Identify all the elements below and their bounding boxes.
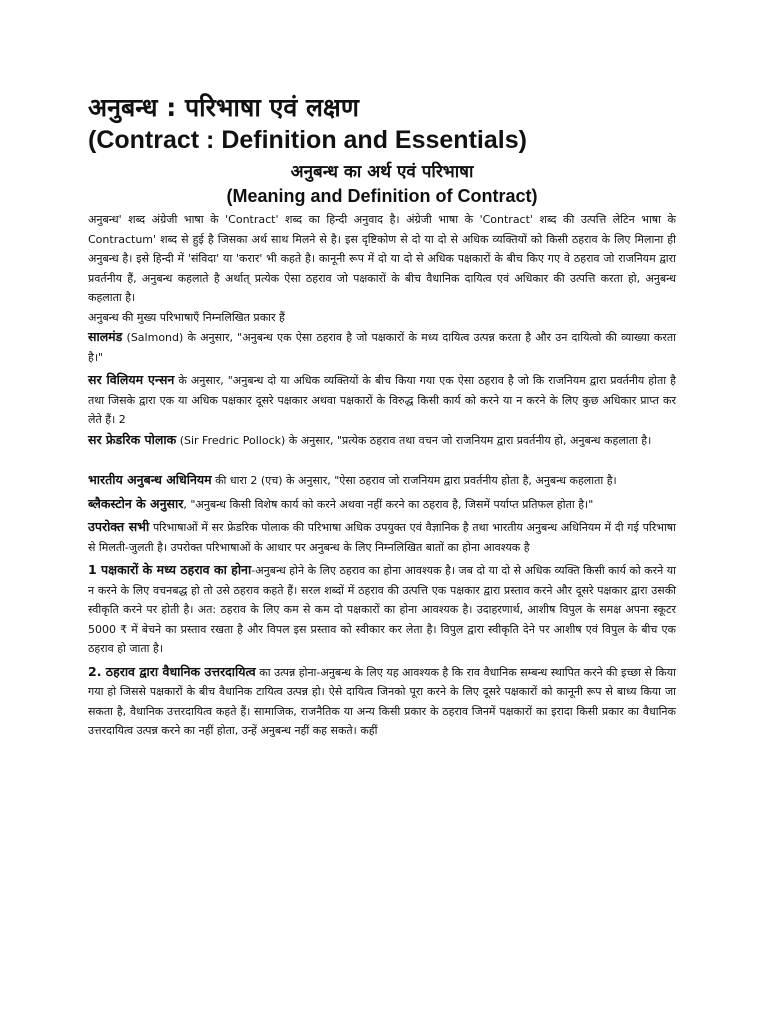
above-text: परिभाषाओं में सर फ्रेडरिक पोलाक की परिभाषा अधिक उपयुक्त एवं वैज्ञानिक है तथा भारतीय अनुबन्ध अधिनियम में दी गई परिभाषा से मिलती-जुलती है। उपरोक्त परिभाषाओं के आधार पर अनुबन्ध के लिए निम्नलिखित बातों का होना आवश्यक है (88, 521, 676, 554)
act-text: की धारा 2 (एच) के अनुसार, "ऐसा ठहराव जो राजनियम द्वारा प्रवर्तनीय होता है, अनुबन्ध कहलाता है। (211, 474, 617, 487)
above-definitions-paragraph (88, 517, 676, 557)
subtitle-english: (Meaning and Definition of Contract) (226, 186, 538, 206)
pollock-text: (Sir Fredric Pollock) के अनुसार, "प्रत्येक ठहराव तथा वचन जो राजनियम द्वारा प्रवर्तनीय हो, अनुबन्ध कहलाता है। (176, 433, 652, 447)
essential-1-lead: 1 पक्षकारों के मध्य ठहराव का होना (88, 562, 252, 577)
blackstone-text: , "अनुबन्ध किसी विशेष कार्य को करने अथवा नहीं करने का ठहराव है, जिसमें पर्याप्त प्रतिफल होता है।" (183, 497, 594, 511)
blackstone-definition (88, 494, 676, 515)
essential-2-lead: 2. ठहराव द्वारा वैधानिक उत्तरदायित्व (88, 663, 256, 679)
salmond-text: (Salmond) के अनुसार, "अनुबन्ध एक ऐसा ठहराव है जो पक्षकारों के मध्य दायित्व उत्पन्न करता है और उन दायित्वो की व्याख्या करता है।" (88, 331, 676, 364)
anson-definition (88, 370, 676, 430)
definitions-intro: अनुबन्ध की मुख्य परिभाषाएँ निम्नलिखित प्रकार हैं (88, 310, 285, 324)
pollock-lead: सर फ्रेडरिक पोलाक (88, 431, 177, 447)
title-hindi: अनुबन्ध : परिभाषा एवं लक्षण (88, 93, 359, 122)
subtitle-hindi: अनुबन्ध का अर्थ एवं परिभाषा (290, 162, 474, 182)
section-gap (88, 450, 676, 470)
above-lead: उपरोक्त सभी (88, 519, 150, 534)
act-lead: भारतीय अनुबन्ध अधिनियम (88, 472, 212, 487)
blackstone-lead: ब्लैकस्टोन के अनुसार (88, 495, 184, 511)
essential-1-text: -अनुबन्ध होने के लिए ठहराव का होना आवश्यक है। जब दो या दो से अधिक व्यक्ति किसी कार्य को करने या न करने के लिए वचनबद्ध हो तो उसे ठहराव कहते हैं। सरल शब्दों में ठहराव की उत्पत्ति एक पक्षकार द्वारा प्रस्ताव करने और दूसरे पक्षकार द्वारा उसकी स्वीकृति करने पर होती है। अत: ठहराव के लिए कम से कम दो पक्षकारों का होना आवश्यक है। उदाहरणार्थ, आशीष विपुल के समक्ष अपना स्कूटर 5000 ₹ में बेचने का प्रस्ताव रखता है और विपल इस प्रस्ताव को स्वीकार कर लेता है। विपुल द्वारा स्वीकृति देने पर आशीष एवं विपुल के बीच एक ठहराव हो जाता है। (88, 564, 677, 655)
anson-text: के अनुसार, "अनुबन्ध दो या अधिक व्यक्तियों के बीच किया गया एक ऐसा ठहराव है जो कि राजनियम द्वारा प्रवर्तनीय होता है तथा जिसके द्वारा एक या अधिक पक्षकार दूसरे पक्षकार अथवा पक्षकारों के विरुद्ध किसी कार्य को करने या न करने के लिए कुछ अधिकार प्राप्त कर लेते हैं। 2 (88, 374, 677, 426)
title-english: (Contract : Definition and Essentials) (88, 126, 527, 154)
essential-2 (88, 662, 676, 741)
act-definition (88, 470, 676, 491)
pollock-definition (88, 430, 676, 451)
document-page (88, 92, 676, 741)
essential-1 (88, 560, 676, 659)
anson-lead: सर विलियम एन्सन (88, 372, 175, 387)
essential-2-text: का उत्पन्न होना-अनुबन्ध के लिए यह आवश्यक है कि राव वैधानिक सम्बन्ध स्थापित करने की इच्छा से किया गया हो जिससे पक्षकारों के बीच वैधानिक टायित्व उत्पन्न हो। ऐसे दायित्व जिनको पूरा करने के लिए दूसरे पक्षकारों को कानूनी रूप से बाध्य किया जा सकता है, वैधानिक उत्तरदायित्व कहते हैं। सामाजिक, राजनैतिक या अन्य किसी प्रकार के ठहराव जिनमें पक्षकारों का इरादा किसी प्रकार का वैधानिक उत्तरदायित्व उत्पन्न करने का नहीं होता, उन्हें अनुबन्ध नहीं कह सकते। कहीं (88, 665, 676, 737)
intro-paragraph: अनुबन्ध' शब्द अंग्रेजी भाषा के 'Contract' शब्द का हिन्दी अनुवाद है। अंग्रेजी भाषा के 'Contract' शब्द की उत्पत्ति लेटिन भाषा के Contractum' शब्द से हुई है जिसका अर्थ साथ मिलने से है। इस दृष्टिकोण से दो या दो से अधिक व्यक्तियों को किसी ठहराव के लिए मिलाना ही अनुबन्ध है। इसे हिन्दी में 'संविदा' या 'करार' भी कहते है। कानूनी रूप में दो या दो से अधिक पक्षकारों के बीच किए गए वे ठहराव जो राजनियम द्वारा प्रवर्तनीय हैं, अनुबन्ध कहलाते है अर्थात् प्रत्येक ऐसा ठहराव जो पक्षकारों के बीच वैधानिक दायित्व एवं अधिकार की उत्पत्ति करता हो, अनुबन्ध कहलाता है। (88, 213, 676, 304)
salmond-lead: सालमंड (88, 329, 123, 344)
salmond-definition (88, 327, 676, 367)
